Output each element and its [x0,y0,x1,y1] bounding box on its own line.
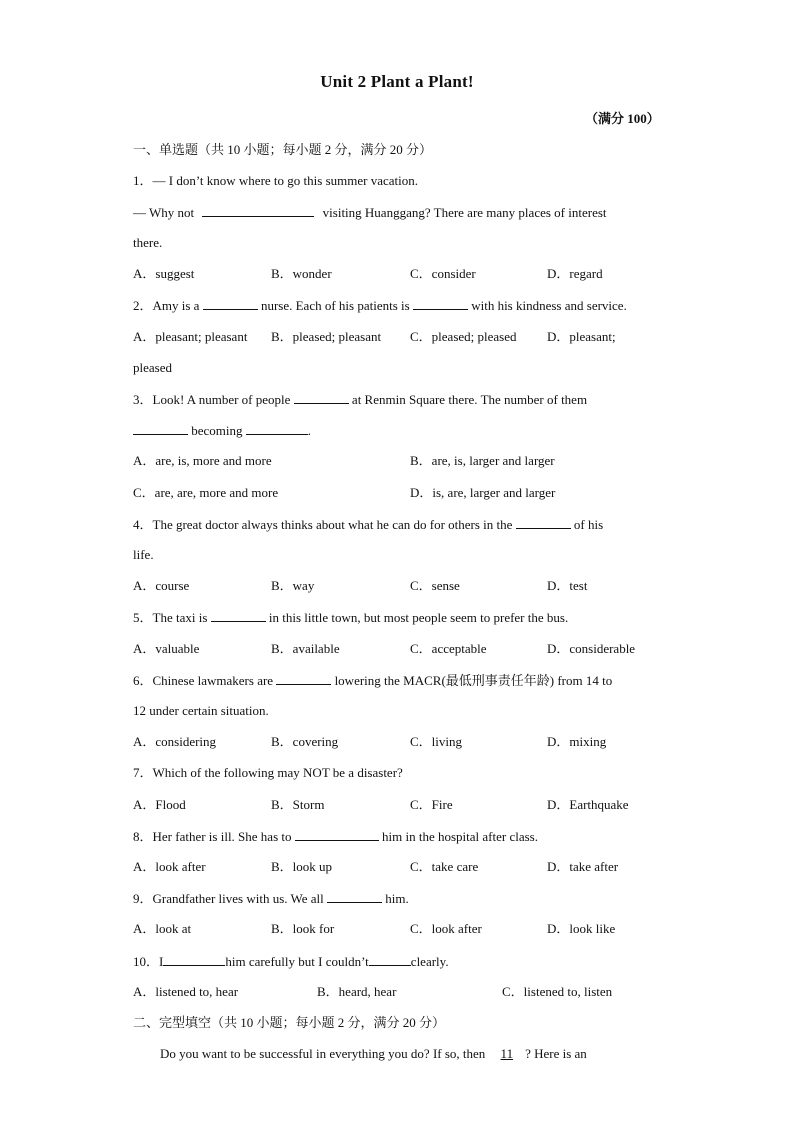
q3-option-b: B．are, is, larger and larger [410,453,555,468]
q7-option-c: C．Fire [410,797,453,812]
q3-stem-1 [133,390,587,409]
q2-option-d-cont: pleased [133,360,172,375]
q2-option-c: C．pleased; pleased [410,329,517,344]
q1-option-c: C．consider [410,266,476,281]
q3-blank-2 [133,421,188,435]
q6-text-1: 6．Chinese lawmakers are [133,673,274,688]
q4-text-1: 4．The great doctor always thinks about what he can do for others in the [133,517,513,532]
q3-stem-2 [133,421,311,440]
q5-option-c: C．acceptable [410,641,487,656]
q1-text-a: — Why not [133,205,195,220]
q7-option-d: D．Earthquake [547,797,629,812]
q2-stem [133,296,627,315]
q9-stem [133,889,409,908]
q4-option-b: B．way [271,578,315,593]
q9-text-2: him. [385,891,409,906]
q1-text-b: visiting Huanggang? There are many places of interest [322,205,607,220]
q10-text-3: clearly. [410,954,449,969]
q2-option-b: B．pleased; pleasant [271,329,382,344]
q6-option-c: C．living [410,734,463,749]
q7-option-b: B．Storm [271,797,325,812]
q1-line1: 1．— I don’t know where to go this summer vacation. [133,173,418,188]
q4-option-c: C．sense [410,578,460,593]
q3-text-1: 3．Look! A number of people [133,392,291,407]
q4-blank [516,515,571,529]
page-title: Unit 2 Plant a Plant! [320,72,474,91]
q9-option-a: A．look at [133,921,192,936]
section2-paragraph [160,1045,587,1063]
q9-option-c: C．look after [410,921,482,936]
q8-stem [133,827,538,846]
cloze-blank-11: 11 [500,1046,514,1061]
q1-option-b: B．wonder [271,266,332,281]
q2-option-a: A．pleasant; pleasant [133,329,248,344]
section1-heading: 一、单选题（共 10 小题；每小题 2 分，满分 20 分） [133,142,433,157]
q10-option-a: A．listened to, hear [133,984,239,999]
q2-text-3: with his kindness and service. [471,298,627,313]
q10-option-b: B．heard, hear [317,984,397,999]
q3-blank-1 [294,390,349,404]
q6-option-a: A．considering [133,734,217,749]
q9-option-b: B．look for [271,921,335,936]
q8-option-d: D．take after [547,859,619,874]
q10-text-1: 10．I [133,954,164,969]
q4-option-d: D．test [547,578,588,593]
q3-option-a: A．are, is, more and more [133,453,272,468]
q6-text-2: lowering the MACR(最低刑事责任年龄) from 14 to [334,673,613,688]
q1-blank [202,203,314,217]
q2-text-1: 2．Amy is a [133,298,200,313]
q6-stem [133,671,612,690]
q10-blank-2 [369,952,411,966]
q6-blank [276,671,331,685]
section2-heading: 二、完型填空（共 10 小题；每小题 2 分，满分 20 分） [133,1015,446,1030]
q4-text-2: of his [573,517,604,532]
q6-stem-cont: 12 under certain situation. [133,703,269,718]
q4-stem-cont: life. [133,547,154,562]
q5-text-2: in this little town, but most people seem to prefer the bus. [268,610,569,625]
q4-option-a: A．course [133,578,190,593]
q10-option-c: C．listened to, listen [502,984,613,999]
score-note: （满分 100） [585,111,660,126]
q8-blank [295,827,379,841]
q5-option-b: B．available [271,641,340,656]
q5-stem [133,608,568,627]
q3-blank-3 [246,421,308,435]
q1-option-d: D．regard [547,266,603,281]
q2-option-d: D．pleasant; [547,329,616,344]
q3-option-d: D．is, are, larger and larger [410,485,556,500]
q7-option-a: A．Flood [133,797,186,812]
q4-stem [133,515,603,534]
q8-text-2: him in the hospital after class. [382,829,538,844]
q3-text-4: . [307,423,312,438]
q9-option-d: D．look like [547,921,616,936]
q2-text-2: nurse. Each of his patients is [260,298,410,313]
q1-option-a: A．suggest [133,266,195,281]
q10-text-2: him carefully but I couldn’t [225,954,369,969]
q3-text-3: becoming [191,423,243,438]
q2-blank-1 [203,296,258,310]
q8-option-a: A．look after [133,859,206,874]
q8-option-b: B．look up [271,859,333,874]
q2-blank-2 [413,296,468,310]
cloze-text-1: Do you want to be successful in everything you do? If so, then [160,1046,486,1061]
q8-option-c: C．take care [410,859,479,874]
cloze-text-2: ? Here is an [525,1046,587,1061]
q3-option-c: C．are, are, more and more [133,485,279,500]
q10-stem [133,952,449,971]
q6-option-d: D．mixing [547,734,607,749]
q6-option-b: B．covering [271,734,339,749]
q5-blank [211,608,266,622]
q9-blank [327,889,382,903]
q1-line3: there. [133,235,163,250]
q9-text-1: 9．Grandfather lives with us. We all [133,891,324,906]
q5-text-1: 5．The taxi is [133,610,208,625]
q1-line2 [133,203,607,222]
q5-option-d: D．considerable [547,641,636,656]
q7-stem: 7．Which of the following may NOT be a disaster? [133,765,403,780]
q3-text-2: at Renmin Square there. The number of them [351,392,588,407]
q10-blank-1 [163,952,225,966]
q5-option-a: A．valuable [133,641,200,656]
q8-text-1: 8．Her father is ill. She has to [133,829,292,844]
